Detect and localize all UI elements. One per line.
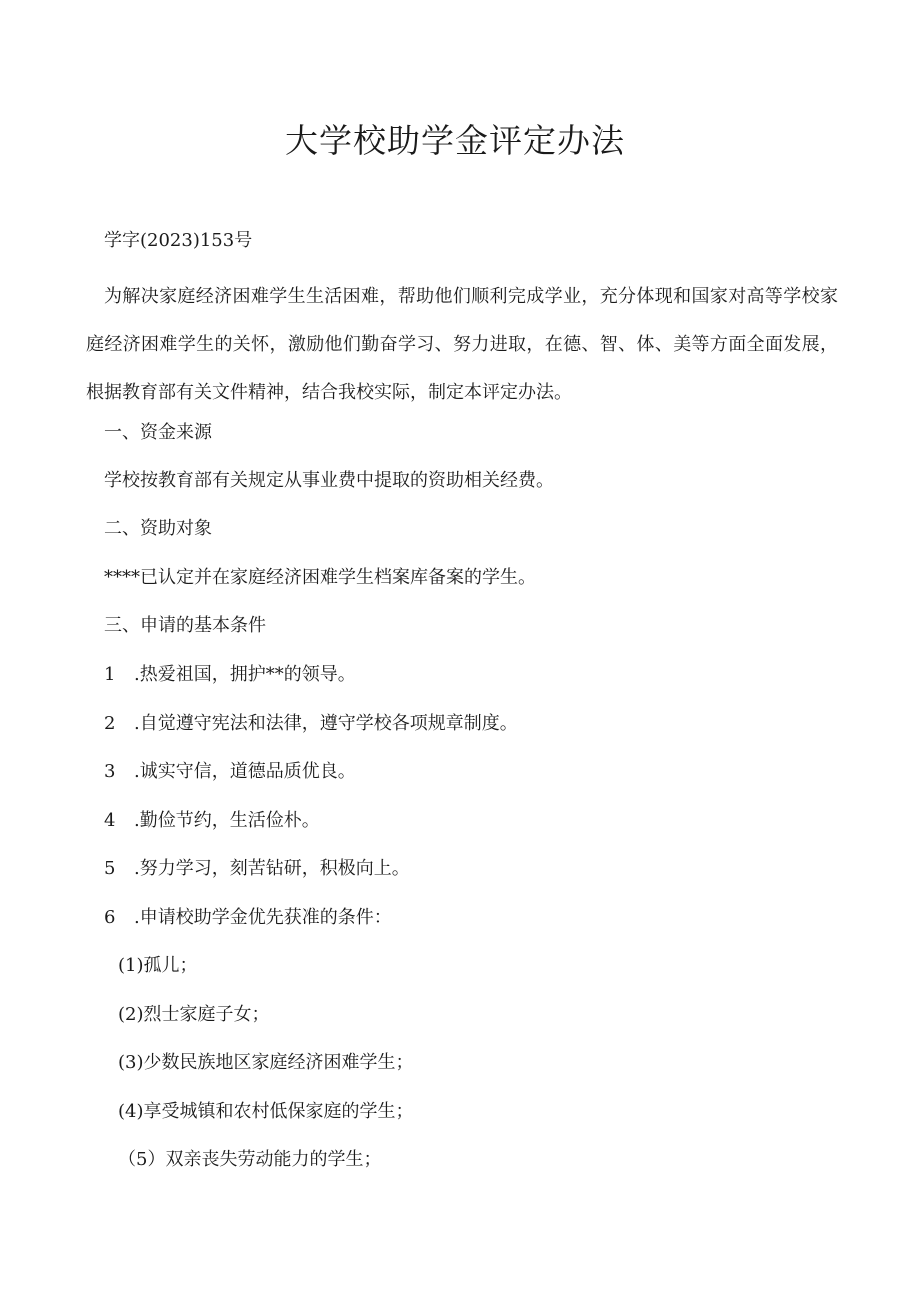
priority-item: (4)享受城镇和农村低保家庭的学生； — [118, 1101, 414, 1122]
priority-item: (2)烈士家庭子女； — [118, 1004, 270, 1025]
condition-item — [104, 709, 518, 739]
condition-number: 4 — [104, 810, 116, 831]
condition-text: .努力学习，刻苦钻研，积极向上。 — [134, 858, 410, 879]
condition-item — [104, 806, 320, 836]
condition-number: 6 — [104, 907, 116, 928]
condition-text: .诚实守信，道德品质优良。 — [134, 761, 356, 782]
condition-number: 1 — [104, 664, 116, 685]
condition-text: .热爱祖国，拥护**的领导。 — [134, 664, 356, 685]
condition-text: .勤俭节约，生活俭朴。 — [134, 810, 320, 831]
conditions-heading: 三、申请的基本条件 — [104, 615, 266, 636]
condition-item — [104, 903, 392, 933]
condition-text: .申请校助学金优先获准的条件： — [134, 907, 392, 928]
priority-item: (1)孤儿； — [118, 955, 198, 976]
target-heading: 二、资助对象 — [104, 518, 212, 539]
condition-number: 3 — [104, 761, 116, 782]
funding-text: 学校按教育部有关规定从事业费中提取的资助相关经费。 — [104, 470, 554, 491]
document-title: 大学校助学金评定办法 — [285, 121, 625, 160]
condition-number: 2 — [104, 713, 116, 734]
priority-item: （5）双亲丧失劳动能力的学生； — [118, 1149, 382, 1170]
document-number: 学字(2023)153号 — [104, 230, 253, 251]
condition-item — [104, 660, 356, 690]
condition-number: 5 — [104, 858, 116, 879]
condition-item — [104, 757, 356, 787]
target-text: ****已认定并在家庭经济困难学生档案库备案的学生。 — [104, 567, 536, 588]
intro-paragraph: 为解决家庭经济困难学生生活困难，帮助他们顺利完成学业，充分体现和国家对高等学校家庭经济困难学生的关怀，激励他们勤奋学习、努力进取，在德、智、体、美等方面全面发展，根据教育部有关文件精神，结合我校实际，制定本评定办法。 — [86, 286, 838, 403]
funding-heading: 一、资金来源 — [104, 422, 212, 443]
condition-text: .自觉遵守宪法和法律，遵守学校各项规章制度。 — [134, 713, 518, 734]
condition-item — [104, 854, 410, 884]
priority-item: (3)少数民族地区家庭经济困难学生； — [118, 1052, 414, 1073]
